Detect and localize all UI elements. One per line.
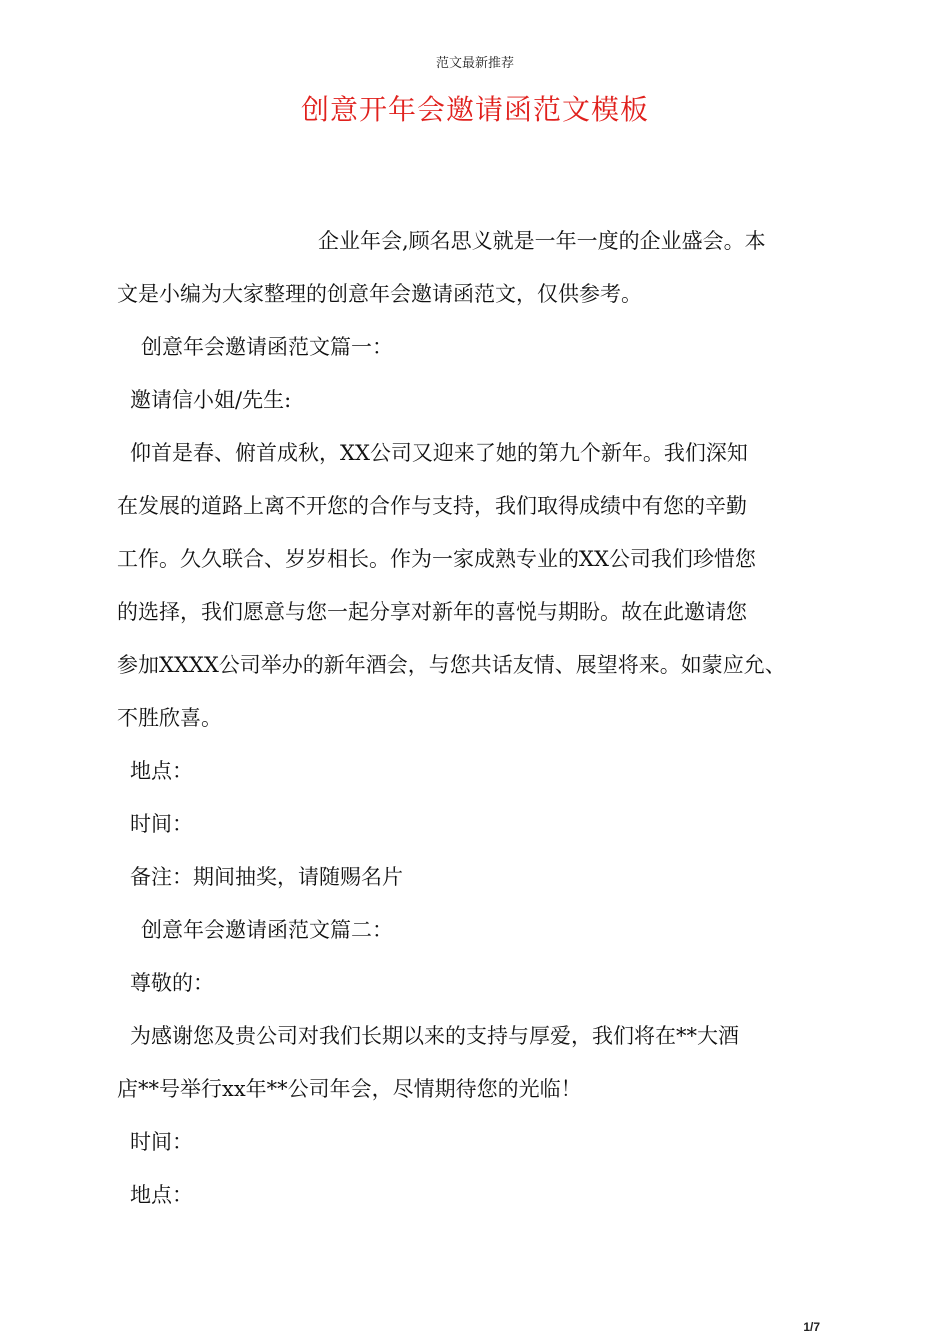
remark-field: 备注：期间抽奖，请随赐名片 <box>130 865 403 889</box>
paragraph-line: 在发展的道路上离不开您的合作与支持，我们取得成绩中有您的辛勤 <box>117 494 747 518</box>
paragraph-line: 店**号举行xx年**公司年会，尽情期待您的光临！ <box>117 1077 582 1101</box>
time-field-2: 时间： <box>130 1130 193 1154</box>
intro-line-1: 企业年会,顾名思义就是一年一度的企业盛会。本 <box>318 229 766 253</box>
paragraph-line: 工作。久久联合、岁岁相长。作为一家成熟专业的XX公司我们珍惜您 <box>117 547 756 571</box>
paragraph-line: 不胜欣喜。 <box>117 706 222 730</box>
paragraph-line: 仰首是春、俯首成秋，XX公司又迎来了她的第九个新年。我们深知 <box>130 441 748 465</box>
time-field-1: 时间： <box>130 812 193 836</box>
paragraph-line: 参加XXXX公司举办的新年酒会，与您共话友情、展望将来。如蒙应允、 <box>117 653 786 677</box>
header-note: 范文最新推荐 <box>435 56 514 71</box>
page-number: 1/7 <box>803 1320 820 1334</box>
location-field-2: 地点： <box>130 1183 193 1207</box>
paragraph-line: 的选择，我们愿意与您一起分享对新年的喜悦与期盼。故在此邀请您 <box>117 600 747 624</box>
location-field-1: 地点： <box>130 759 193 783</box>
salutation-1: 邀请信小姐/先生: <box>130 388 292 412</box>
document-body <box>117 215 857 1222</box>
paragraph-line: 为感谢您及贵公司对我们长期以来的支持与厚爱，我们将在**大酒 <box>130 1024 739 1048</box>
section-heading-1: 创意年会邀请函范文篇一： <box>141 335 393 359</box>
intro-line-2: 文是小编为大家整理的创意年会邀请函范文，仅供参考。 <box>117 282 642 306</box>
document-title: 创意开年会邀请函范文模板 <box>300 93 649 126</box>
section-heading-2: 创意年会邀请函范文篇二： <box>141 918 393 942</box>
salutation-2: 尊敬的： <box>130 971 214 995</box>
